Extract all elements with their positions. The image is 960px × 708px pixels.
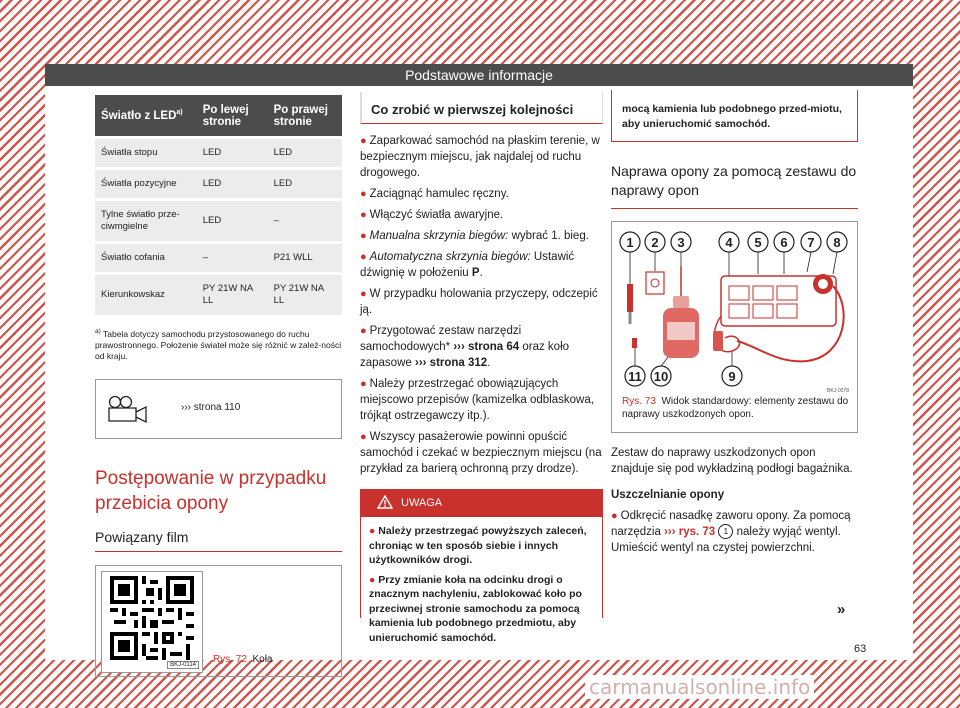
video-link-text[interactable]: ››› strona 110 <box>181 401 241 413</box>
list-item: ● Automatyczna skrzynia biegów: Ustawić dźwignię w położeniu P. <box>360 251 575 279</box>
list-item: ● Włączyć światła awaryjne. <box>360 209 504 221</box>
page-header: Podstawowe informacje <box>45 64 913 86</box>
warning-body <box>361 517 602 644</box>
table-cell: P21 WLL <box>268 244 342 272</box>
table-cell: Tylne światło prze-ciwmgielne <box>95 201 197 241</box>
warning-continuation: mocą kamienia lub podobnego przed-miotu, aby unieruchomić samochód. <box>611 90 858 142</box>
column-right <box>611 92 858 556</box>
list-item: ● Należy przestrzegać obowiązujących miejscowo przepisów (kamizelka odblaskowa, trójkąt ostrzegawczy itp.). <box>360 378 594 422</box>
svg-text:10: 10 <box>653 369 669 384</box>
page-link[interactable]: ››› strona 64 <box>453 341 520 353</box>
list-item: ● Wszyscy pasażerowie powinni opuścić samochód i czekać w bezpiecznym miejscu (na przykład za barierą ochronną przy drodze). <box>360 431 602 475</box>
svg-text:2: 2 <box>651 235 659 250</box>
page-link[interactable]: ››› strona 312 <box>414 357 488 369</box>
callout-6 <box>774 232 794 252</box>
callout-2 <box>645 232 665 252</box>
film-figure <box>95 565 342 677</box>
callout-9 <box>722 366 742 386</box>
svg-text:BKJ-0078: BKJ-0078 <box>827 388 849 394</box>
table-cell: LED <box>197 170 268 198</box>
callout-11 <box>625 366 645 386</box>
callout-1 <box>620 232 640 252</box>
repair-paragraph: Zestaw do naprawy uszkodzonych opon znajduje się pod wykładziną podłogi bagażnika. <box>611 447 853 475</box>
callout-10 <box>651 366 671 386</box>
column-left <box>95 86 342 677</box>
table-row <box>95 275 342 315</box>
video-link-box[interactable] <box>95 379 342 439</box>
warning-item: ● Przy zmianie koła na odcinku drogi o znacznym nachyleniu, zablokować koło po przeciwnej stronie samochodu za pomocą kamienia lub podobnego przedmiotu, aby unieruchomić samochód. <box>369 573 582 644</box>
table-cell: LED <box>268 139 342 167</box>
list-item: ● Przygotować zestaw narzędzi samochodowych* ››› strona 64 oraz koło zapasowe ››› strona 312. <box>360 325 570 369</box>
table-cell: LED <box>197 201 268 241</box>
table-row <box>95 244 342 272</box>
table-header-cell: Po lewej stronie <box>197 95 268 136</box>
table-cell: Światła pozycyjne <box>95 170 197 198</box>
repair-title: Naprawa opony za pomocą zestawu do naprawy opon <box>611 162 858 209</box>
callout-7 <box>801 232 821 252</box>
svg-text:8: 8 <box>833 235 841 250</box>
warning-header: UWAGA <box>361 490 602 517</box>
table-cell: PY 21W NA LL <box>197 275 268 315</box>
table-row <box>95 201 342 241</box>
warning-triangle-icon <box>377 495 393 509</box>
qr-code[interactable] <box>101 571 203 673</box>
table-cell: Kierunkowskaz <box>95 275 197 315</box>
table-cell: LED <box>197 139 268 167</box>
warning-item: ● Należy przestrzegać powyższych zaleceń, chroniąc w ten sposób siebie i innych użytkowników drogi. <box>369 525 587 566</box>
warning-box <box>360 489 603 644</box>
svg-text:5: 5 <box>754 235 762 250</box>
svg-text:11: 11 <box>628 369 642 384</box>
repair-kit-figure <box>611 221 858 433</box>
figure-code: BKJ-0114 <box>167 661 199 669</box>
list-item: ● W przypadku holowania przyczepy, odczepić ją. <box>360 288 598 316</box>
page-number: 63 <box>854 643 867 655</box>
svg-text:3: 3 <box>677 235 685 250</box>
film-caption: Rys. 72 Koła <box>213 653 273 665</box>
table-cell: Światło cofania <box>95 244 197 272</box>
figure-caption: Rys. 73 Widok standardowy: elementy zestawu do naprawy uszkodzonych opon. <box>622 396 849 420</box>
first-steps-title: Co zrobić w pierwszej kolejności <box>360 92 603 124</box>
table-row <box>95 170 342 198</box>
table-header-cell: Po prawej stronie <box>268 95 342 136</box>
callout-3 <box>671 232 691 252</box>
table-cell: – <box>197 244 268 272</box>
list-item: ● Odkręcić nasadkę zaworu opony. Za pomocą narzędzia ››› rys. 73 1 należy wyjąć wentyl. Umieścić wentyl na czystej powierzchni. <box>611 510 851 554</box>
continue-arrow-icon: » <box>837 601 846 618</box>
lights-table <box>95 92 342 318</box>
column-middle <box>360 92 603 644</box>
table-cell: PY 21W NA LL <box>268 275 342 315</box>
table-cell: LED <box>268 170 342 198</box>
table-cell: – <box>268 201 342 241</box>
callout-5 <box>748 232 768 252</box>
related-film-heading: Powiązany film <box>95 529 342 552</box>
list-item: ● Manualna skrzynia biegów: wybrać 1. bieg. <box>360 230 589 242</box>
svg-text:4: 4 <box>725 235 733 250</box>
callout-4 <box>719 232 739 252</box>
figure-link[interactable]: ››› rys. 73 <box>664 526 716 538</box>
video-camera-icon <box>106 394 152 424</box>
list-item: ● Zaparkować samochód na płaskim terenie, w bezpiecznym miejscu, jak najdalej od ruchu drogowego. <box>360 135 600 179</box>
table-footnote: $^{a)}$ Tabela dotyczy samochodu przystosowanego do ruchu prawostronnego. Położenie świateł może się różnić w zależ-ności od kraju. <box>95 328 342 361</box>
svg-text:7: 7 <box>807 235 815 250</box>
repair-kit-illustration <box>617 226 855 396</box>
svg-text:6: 6 <box>780 235 788 250</box>
svg-text:9: 9 <box>728 369 736 384</box>
callout-reference: 1 <box>718 524 733 539</box>
list-item: ● Zaciągnąć hamulec ręczny. <box>360 188 509 200</box>
table-row <box>95 139 342 167</box>
sealing-subheading: Uszczelnianie opony <box>611 489 725 501</box>
table-header-cell: Światło z LED$^{a)}$ <box>95 95 197 136</box>
watermark: carmanualsonline.info <box>585 675 814 699</box>
svg-text:1: 1 <box>626 235 634 250</box>
callout-8 <box>827 232 847 252</box>
table-cell: Światła stopu <box>95 139 197 167</box>
section-title: Postępowanie w przypadku przebicia opony <box>95 467 327 514</box>
